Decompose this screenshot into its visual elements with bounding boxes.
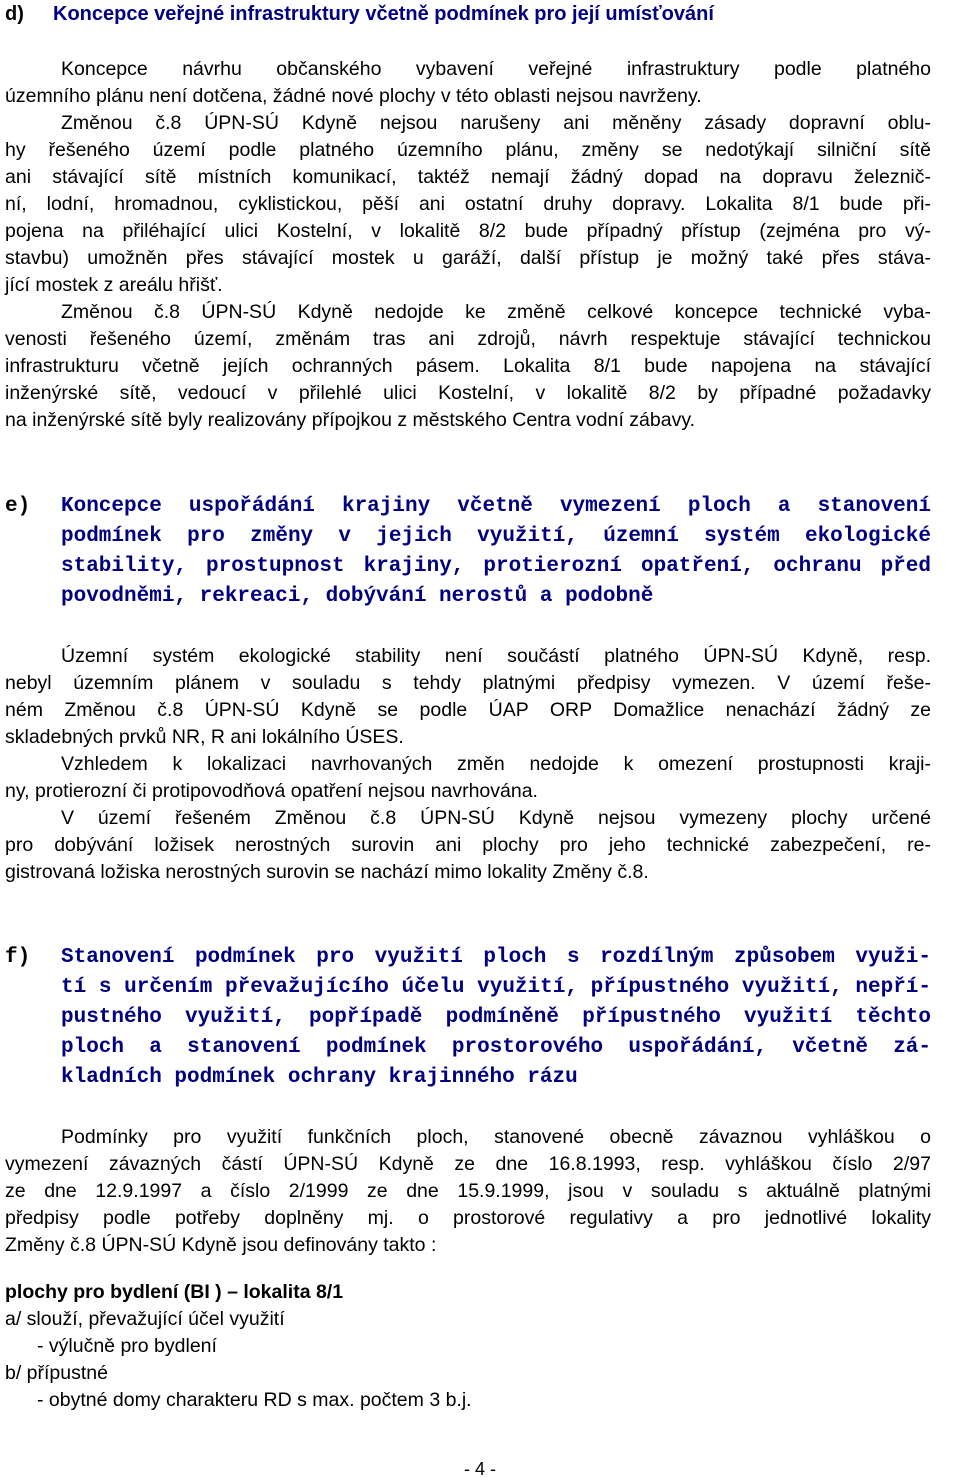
paragraph-line: hy řešeného území podle platného územního plánu, změny se nedotýkají silniční sítě: [5, 139, 931, 161]
section-e-heading-line: povodněmi, rekreaci, dobývání nerostů a podobně: [61, 585, 654, 608]
paragraph-line: územního plánu není dotčena, žádné nové plochy v této oblasti nejsou navrženy.: [5, 85, 702, 107]
section-d-label: d): [5, 3, 24, 25]
section-d-heading: [5, 0, 955, 28]
paragraph-line: na inženýrské sítě byly realizovány přípojkou z městského Centra vodní zábavy.: [5, 409, 696, 431]
page-number: - 4 -: [463, 1459, 496, 1479]
paragraph-line: ani stávající sítě místních komunikací, taktéž nemají žádný dopad na dopravu železnič-: [5, 166, 931, 188]
paragraph-line: jící mostek z areálu hřišť.: [5, 274, 223, 296]
zone-subheading: plochy pro bydlení (BI ) – lokalita 8/1: [5, 1281, 344, 1303]
section-d-heading-text: Koncepce veřejné infrastruktury včetně podmínek pro její umísťování: [53, 3, 714, 25]
list-item: b/ přípustné: [5, 1362, 108, 1384]
paragraph-line: skladebných prvků NR, R ani lokálního ÚSES.: [5, 726, 404, 748]
paragraph-line: Změnou č.8 ÚPN-SÚ Kdyně nedojde ke změně celkové koncepce technické vyba-: [61, 301, 931, 323]
paragraph-line: pro dobývání ložisek nerostných surovin ani plochy pro jeho technické zabezpečení, re-: [5, 834, 931, 856]
list-item: - obytné domy charakteru RD s max. počtem 3 b.j.: [37, 1389, 472, 1411]
paragraph-line: gistrovaná ložiska nerostných surovin se nachází mimo lokality Změny č.8.: [5, 861, 649, 883]
paragraph-line: V území řešeném Změnou č.8 ÚPN-SÚ Kdyně nejsou vymezeny plochy určené: [61, 807, 931, 829]
paragraph-line: ny, protierozní či protipovodňová opatření nejsou navrhována.: [5, 780, 538, 802]
section-e-heading-line: Koncepce uspořádání krajiny včetně vymezení ploch a stanovení: [61, 495, 931, 518]
list-item: - výlučně pro bydlení: [37, 1335, 217, 1357]
paragraph-line: infrastrukturu včetně jejích ochranných pásem. Lokalita 8/1 bude napojena na stávající: [5, 355, 931, 377]
paragraph-line: ní, lodní, hromadnou, cyklistickou, pěší ani ostatní druhy dopravy. Lokalita 8/1 bude při-: [5, 193, 931, 215]
section-e-heading-line: podmínek pro změny v jejich využití, územní systém ekologické: [61, 525, 931, 548]
paragraph-line: předpisy podle potřeby doplněny mj. o prostorové regulativy a pro jednotlivé lokality: [5, 1207, 931, 1229]
paragraph-line: stavbu) umožněn přes stávající mostek u garáží, další přístup je možný také přes stáva-: [5, 247, 931, 269]
paragraph-line: ze dne 12.9.1997 a číslo 2/1999 ze dne 15.9.1999, jsou v souladu s aktuálně platnými: [5, 1180, 931, 1202]
paragraph-line: nebyl územním plánem v souladu s tehdy platnými předpisy vymezen. V území řeše-: [5, 672, 931, 694]
section-e-heading-line: stability, prostupnost krajiny, protierozní opatření, ochranu před: [61, 555, 931, 578]
paragraph-line: Podmínky pro využití funkčních ploch, stanovené obecně závaznou vyhláškou o: [61, 1126, 931, 1148]
paragraph-line: inženýrské sítě, vedoucí v přilehlé ulici Kostelní, v lokalitě 8/2 by případné požadavky: [5, 382, 931, 404]
paragraph-line: Změny č.8 ÚPN-SÚ Kdyně jsou definovány takto :: [5, 1234, 437, 1256]
paragraph-line: Koncepce návrhu občanského vybavení veřejné infrastruktury podle platného: [61, 58, 931, 80]
section-f-heading-line: ploch a stanovení podmínek prostorového uspořádání, včetně zá-: [61, 1036, 931, 1059]
section-f-heading-line: Stanovení podmínek pro využití ploch s rozdílným způsobem využi-: [61, 946, 931, 969]
paragraph-line: pojena na přiléhající ulici Kostelní, v lokalitě 8/2 bude případný přístup (zejména pro vý-: [5, 220, 931, 242]
paragraph-line: Vzhledem k lokalizaci navrhovaných změn nedojde k omezení prostupnosti kraji-: [61, 753, 931, 775]
paragraph-line: venosti řešeného území, změnám tras ani zdrojů, návrh respektuje stávající technickou: [5, 328, 931, 350]
paragraph-line: Změnou č.8 ÚPN-SÚ Kdyně nejsou narušeny ani měněny zásady dopravní oblu-: [61, 112, 931, 134]
section-f-heading-line: tí s určením převažujícího účelu využití, přípustného využití, nepří-: [61, 976, 931, 999]
paragraph-line: ném Změnou č.8 ÚPN-SÚ Kdyně se podle ÚAP ORP Domažlice nenachází žádný ze: [5, 699, 931, 721]
section-f-label: f): [5, 946, 31, 969]
section-f-heading-line: kladních podmínek ochrany krajinného rázu: [61, 1066, 578, 1089]
section-f-heading-line: pustného využití, popřípadě podmíněně přípustného využití těchto: [61, 1006, 931, 1029]
paragraph-line: vymezení závazných částí ÚPN-SÚ Kdyně ze dne 16.8.1993, resp. vyhláškou číslo 2/97: [5, 1153, 931, 1175]
list-item: a/ slouží, převažující účel využití: [5, 1308, 285, 1330]
paragraph-line: Územní systém ekologické stability není součástí platného ÚPN-SÚ Kdyně, resp.: [61, 645, 931, 667]
section-e-label: e): [5, 495, 31, 518]
